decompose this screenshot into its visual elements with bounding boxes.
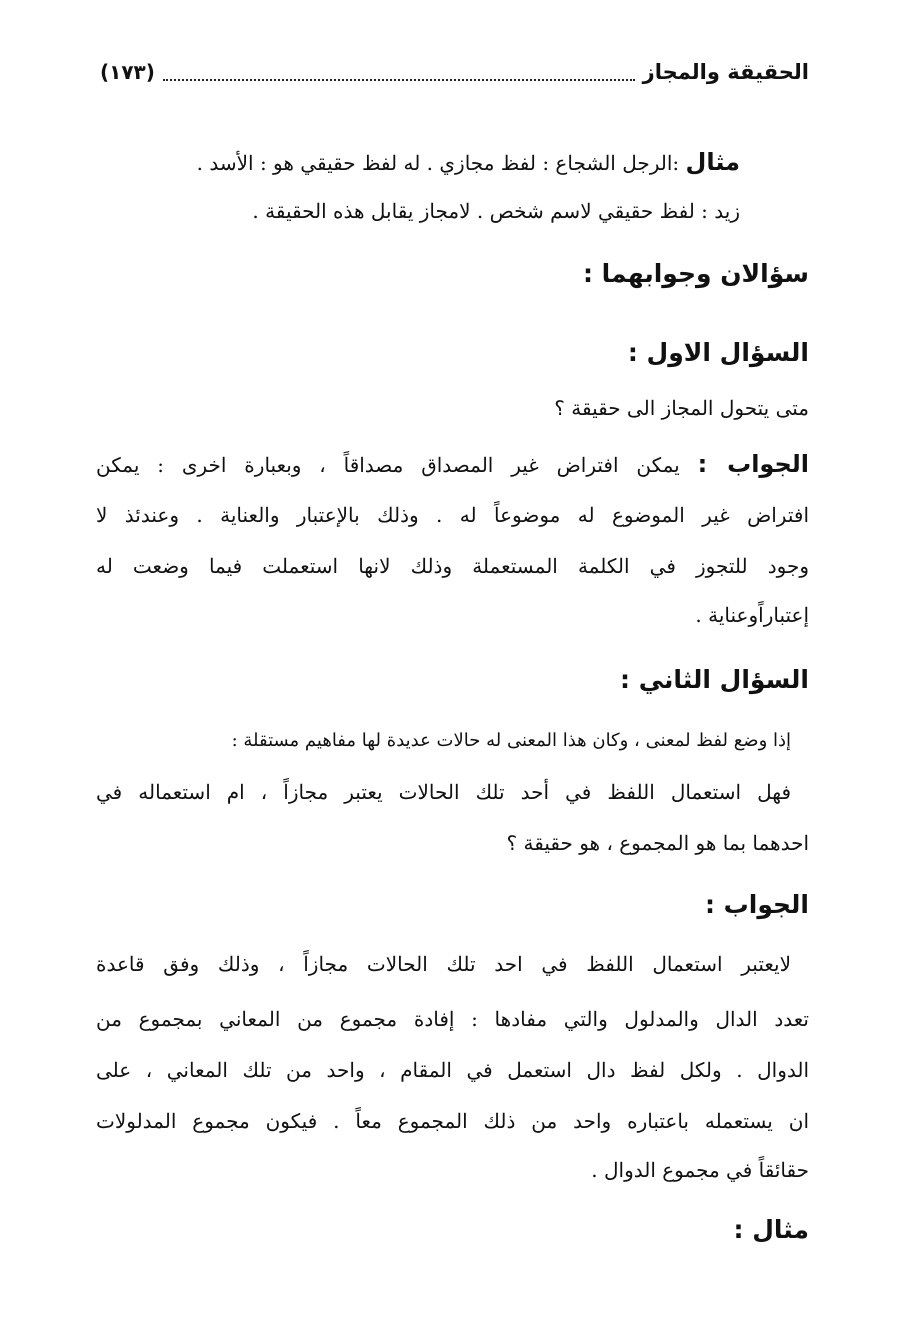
question-2-line-2: فهل استعمال اللفظ في أحد تلك الحالات يعتبر مجازاً ، ام استعماله في [96, 780, 791, 804]
question-2-line-3: احدهما بما هو المجموع ، هو حقيقة ؟ [506, 831, 809, 855]
section-heading: سؤالان وجوابهما : [582, 259, 809, 288]
answer-label: الجواب : [697, 450, 809, 478]
answer-1-line-2: افتراض غير الموضوع له موضوعاً له . وذلك بالإعتبار والعناية . وعندئذ لا [96, 503, 809, 527]
answer-1-line-1 [96, 452, 809, 476]
example-text-1: :الرجل الشجاع : لفظ مجازي . له لفظ حقيقي هو : الأسد . [196, 151, 680, 175]
page-number: (١٧٣) [100, 60, 155, 84]
answer-1-line-3: وجود للتجوز في الكلمة المستعملة وذلك لانها استعملت فيما وضعت له [96, 554, 809, 578]
answer-2-heading: الجواب : [704, 890, 809, 919]
answer-1-line-4: إعتباراًوعناية . [695, 603, 809, 627]
question-1-heading: السؤال الاول : [627, 338, 809, 367]
question-2-heading: السؤال الثاني : [620, 665, 809, 694]
example-2-heading: مثال : [733, 1215, 809, 1244]
answer-2-line-2: تعدد الدال والمدلول والتي مفادها : إفادة مجموع من المعاني بمجموع من [96, 1007, 809, 1031]
page-header [100, 52, 809, 92]
answer-2-line-1: لايعتبر استعمال اللفظ في احد تلك الحالات مجازاً ، وذلك وفق قاعدة [96, 952, 791, 976]
answer-2-line-5: حقائقاً في مجموع الدوال . [591, 1158, 809, 1182]
answer-2-line-4: ان يستعمله باعتباره واحد من ذلك المجموع معاً . فيكون مجموع المدلولات [96, 1109, 809, 1133]
answer-2-line-3: الدوال . ولكل لفظ دال استعمل في المقام ، واحد من تلك المعاني ، على [96, 1058, 809, 1082]
running-title: الحقيقة والمجاز [642, 60, 809, 84]
example-line-1 [197, 150, 740, 174]
question-1-text: متى يتحول المجاز الى حقيقة ؟ [554, 396, 809, 420]
answer-1-text-1: يمكن افتراض غير المصداق مصداقاً ، وبعبارة اخرى : يمكن [96, 453, 680, 477]
example-line-2: زيد : لفظ حقيقي لاسم شخص . لامجاز يقابل هذه الحقيقة . [252, 199, 740, 223]
example-label: مثال [685, 148, 740, 176]
header-leader-dots [163, 63, 635, 81]
question-2-line-1: إذا وضع لفظ لمعنى ، وكان هذا المعنى له حالات عديدة لها مفاهيم مستقلة : [231, 730, 791, 751]
